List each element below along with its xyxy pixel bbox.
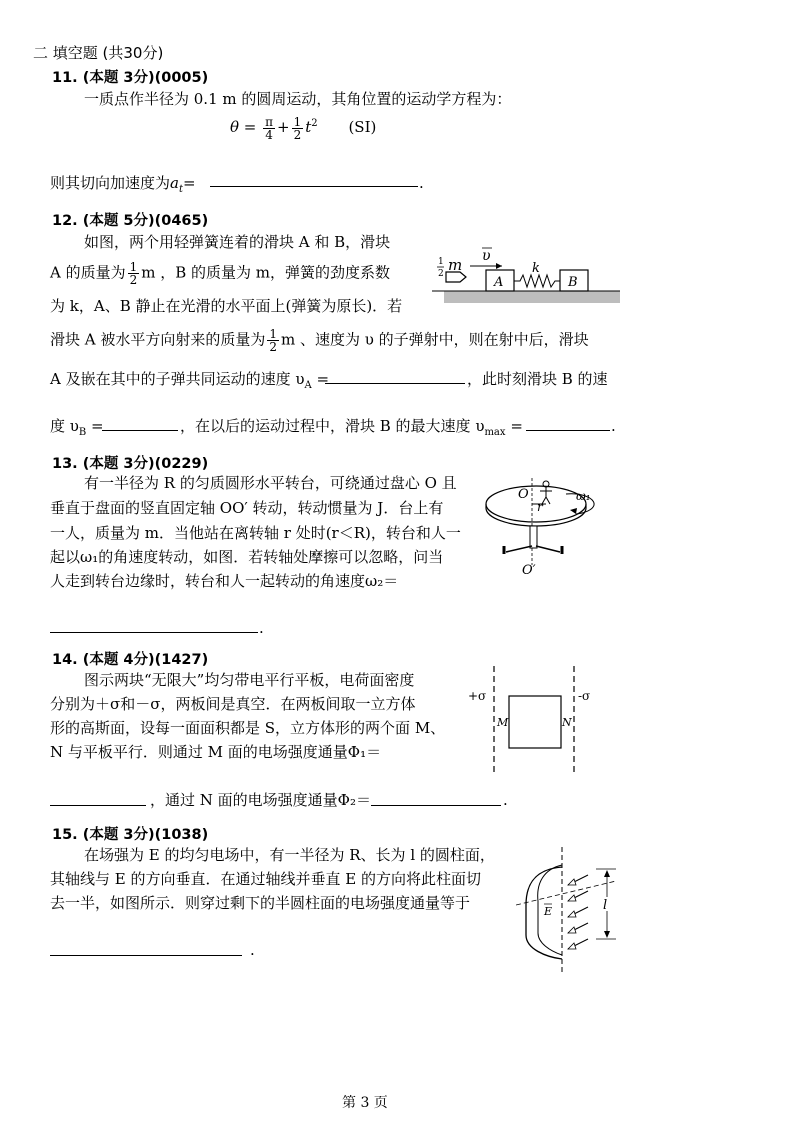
q13-end: .: [259, 619, 264, 637]
q13-line4: 起以ω₁的角速度转动，如图．若转轴处摩擦可以忽略，问当: [50, 548, 444, 566]
q15-line2: 其轴线与 E 的方向垂直．在通过轴线并垂直 E 的方向将此柱面切: [50, 870, 481, 888]
q14-fig-m: M: [497, 716, 509, 729]
q12-line5: [50, 369, 329, 396]
q11-equation: [230, 114, 376, 141]
q13-line3: 一人，质量为 m．当他站在离转轴 r 处时(r＜R)，转台和人一: [50, 524, 461, 542]
q11-t: t: [305, 118, 312, 136]
q13-fig-o: O: [518, 487, 529, 502]
q12-vA-blank[interactable]: [325, 383, 465, 384]
q11-two: 2: [293, 127, 302, 142]
q11-unit: (SI): [348, 118, 377, 136]
q12-l6e: .: [611, 417, 616, 435]
q12-l2b: m ，B 的质量为 m，弹簧的劲度系数: [141, 263, 391, 282]
q15-line3: 去一半，如图所示．则穿过剩下的半圆柱面的电场强度通量等于: [50, 894, 471, 912]
q15-arrow-3: [568, 911, 576, 917]
q13-pillar: [530, 526, 537, 548]
q14-line2: 分别为＋σ和－σ，两板间是真空．在两板间取一立方体: [50, 695, 416, 713]
q12-frac2-den: 2: [269, 340, 278, 354]
q12-l5sub: A: [304, 380, 312, 391]
q12-l4b: m 、速度为 υ 的子弹射中，则在射中后，滑块: [281, 330, 589, 349]
q15-length-arrow-down: [604, 931, 610, 938]
q12-fig-half-num: 1: [438, 257, 444, 267]
q12-l6d: =: [505, 417, 523, 435]
q14-line5: ，通过 N 面的电场强度通量Φ₂＝: [150, 791, 371, 809]
q12-fig-half-den: 2: [438, 269, 444, 279]
q11-line1: 一质点作半径为 0.1 m 的圆周运动，其角位置的运动学方程为：: [84, 90, 512, 108]
q13-line2: 垂直于盘面的竖直固定轴 OO′ 转动，转动惯量为 J．台上有: [50, 499, 444, 517]
q15-arrow-4: [568, 927, 576, 933]
q12-l4a: 滑块 A 被水平方向射来的质量为: [50, 330, 266, 349]
q14-fig-minus: -σ: [578, 689, 591, 703]
q13-fig-w1: ω₁: [576, 489, 591, 503]
q11-one: 1: [293, 114, 302, 129]
q15-line1: 在场强为 E 的均匀电场中，有一半径为 R、长为 l 的圆柱面，: [84, 846, 495, 864]
section-title: 二 填空题 (共30分): [33, 44, 164, 62]
q12-l2a: A 的质量为: [50, 263, 126, 282]
q11-eq: =: [183, 174, 196, 192]
q12-frac2: [267, 328, 279, 353]
q14-end: .: [503, 791, 508, 809]
q13-line5: 人走到转台边缘时，转台和人一起转动的角速度ω₂＝: [50, 572, 399, 590]
q12-l6b: =: [86, 417, 104, 435]
q15-figure: [516, 843, 622, 975]
q15-answer-blank[interactable]: [50, 955, 242, 956]
q11-frac-pi4: [263, 116, 275, 141]
q14-line4: N 与平板平行．则通过 M 面的电场强度通量Φ₁＝: [50, 743, 382, 761]
q14-header: 14. (本题 4分)(1427): [52, 652, 209, 668]
q12-fig-a: A: [494, 275, 504, 290]
q13-header: 13. (本题 3分)(0229): [52, 456, 209, 472]
q12-l6a: 度 υ: [50, 417, 79, 435]
q14-line1: 图示两块“无限大”均匀带电平行平板，电荷面密度: [84, 671, 415, 689]
q14-phi2-blank[interactable]: [371, 805, 501, 806]
q14-gauss-cube: [509, 696, 561, 748]
q13-answer-blank[interactable]: [50, 632, 258, 633]
q12-frac1-num: 1: [129, 260, 138, 274]
q12-vmax-blank[interactable]: [526, 430, 610, 431]
q12-header: 12. (本题 5分)(0465): [52, 213, 209, 229]
q15-fig-e: E: [544, 905, 553, 918]
q12-line6b: [180, 416, 523, 443]
q14-figure: [466, 664, 600, 778]
q11-frac-half: [292, 116, 304, 141]
q15-arrow-1: [568, 879, 576, 885]
q11-end: .: [419, 174, 424, 192]
q13-fig-r: r: [537, 500, 543, 514]
q12-figure: [432, 244, 624, 310]
q12-frac1: [128, 261, 140, 286]
q12-fig-k: k: [532, 261, 540, 276]
q12-spring: [514, 275, 560, 287]
q14-line3: 形的高斯面，设每一面面积都是 S，立方体形的两个面 M、: [50, 719, 446, 737]
q15-end: .: [250, 941, 255, 959]
q12-l5c: ，此时刻滑块 B 的速: [467, 370, 608, 388]
q13-leg-left: [506, 546, 532, 552]
q11-pi: π: [265, 114, 274, 129]
q12-fig-b: B: [568, 275, 578, 290]
q12-l6sub: B: [78, 427, 87, 438]
q11-line2: [50, 173, 196, 200]
q14-fig-plus: +σ: [468, 689, 487, 703]
q14-fig-n: N: [562, 716, 572, 729]
q13-line1: 有一半径为 R 的匀质圆形水平转台，可绕通过盘心 O 且: [84, 474, 457, 492]
q12-frac1-den: 2: [129, 273, 138, 287]
q14-phi1-blank[interactable]: [50, 805, 146, 806]
page-number: 第 3 页: [342, 1095, 388, 1111]
q11-eq-lhs: θ =: [230, 118, 257, 136]
q12-l5a: A 及嵌在其中的子弹共同运动的速度 υ: [50, 370, 305, 388]
q12-floor: [444, 291, 620, 303]
q13-figure: [484, 470, 596, 578]
q11-var: a: [170, 174, 179, 192]
q11-four: 4: [265, 127, 273, 142]
q12-l6sub2: max: [484, 427, 506, 438]
q12-l5b: =: [311, 370, 330, 388]
q12-velocity-arrow: [496, 263, 502, 269]
q11-line2-pre: 则其切向加速度为: [50, 174, 171, 192]
q12-fig-m: m: [448, 256, 463, 274]
q11-exp: 2: [311, 118, 318, 129]
q15-arrow-5: [568, 943, 576, 949]
q13-fig-o2: O′: [522, 563, 536, 578]
q12-frac2-num: 1: [269, 327, 278, 341]
q12-line4: [50, 328, 589, 353]
q15-length-arrow-up: [604, 870, 610, 877]
q12-line3: 为 k，A、B 静止在光滑的水平面上(弹簧为原长)．若: [50, 297, 403, 315]
q11-answer-blank[interactable]: [210, 186, 418, 187]
q12-line1: 如图，两个用轻弹簧连着的滑块 A 和 B，滑块: [84, 233, 391, 251]
q15-fig-l: l: [603, 898, 608, 913]
q15-header: 15. (本题 3分)(1038): [52, 827, 209, 843]
q12-line6: [50, 416, 104, 443]
q12-line2: [50, 261, 390, 286]
q12-fig-v: υ: [482, 248, 491, 264]
q11-header: 11. (本题 3分)(0005): [52, 70, 209, 86]
q12-vB-blank[interactable]: [102, 430, 178, 431]
q11-plus: +: [277, 118, 290, 136]
q13-leg-right: [536, 546, 560, 552]
q11-sub: t: [178, 184, 183, 195]
q15-arrow-2: [568, 895, 576, 901]
q12-l6c: ，在以后的运动过程中，滑块 B 的最大速度 υ: [180, 417, 485, 435]
